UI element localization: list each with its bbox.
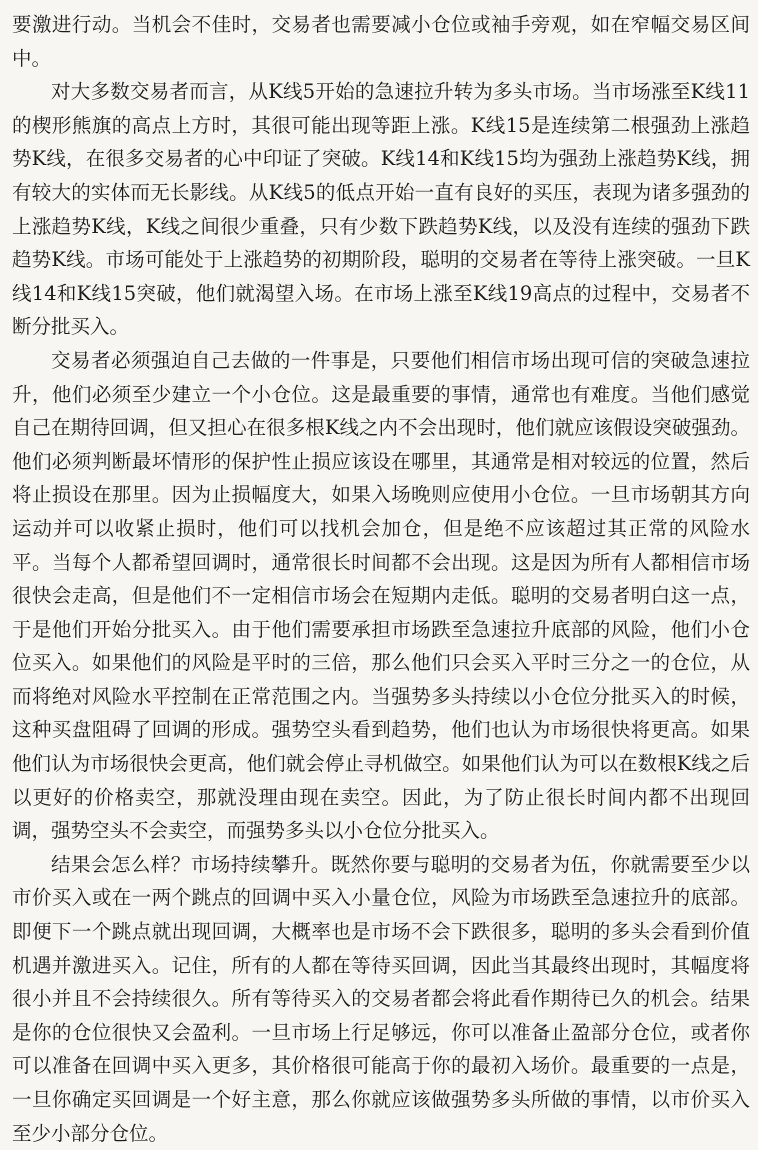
paragraph-1: 要激进行动。当机会不佳时，交易者也需要减小仓位或袖手旁观，如在窄幅交易区间中。 <box>12 13 750 70</box>
paragraph-2: 对大多数交易者而言，从K线5开始的急速拉升转为多头市场。当市场涨至K线11的楔形熊旗的高点上方时，其很可能出现等距上涨。K线15是连续第二根强劲上涨趋势K线，在很多交易者的心中印证了突破。K线14和K线15均为强劲上涨趋势K线，拥有较大的实体而无长影线。从K线5的低点开始一直有良好的买压，表现为诸多强劲的上涨趋势K线，K线之间很少重叠，只有少数下跌趋势K线，以及没有连续的强劲下跌趋势K线。市场可能处于上涨趋势的初期阶段，聪明的交易者在等待上涨突破。一旦K线14和K线15突破，他们就渴望入场。在市场上涨至K线19高点的过程中，交易者不断分批买入。 <box>12 80 750 339</box>
paragraph-3: 交易者必须强迫自己去做的一件事是，只要他们相信市场出现可信的突破急速拉升，他们必须至少建立一个小仓位。这是最重要的事情，通常也有难度。当他们感觉自己在期待回调，但又担心在很多根K线之内不会出现时，他们就应该假设突破强劲。他们必须判断最坏情形的保护性止损应该设在哪里，其通常是相对较远的位置，然后将止损设在那里。因为止损幅度大，如果入场晚则应使用小仓位。一旦市场朝其方向运动并可以收紧止损时，他们可以找机会加仓，但是绝不应该超过其正常的风险水平。当每个人都希望回调时，通常很长时间都不会出现。这是因为所有人都相信市场很快会走高，但是他们不一定相信市场会在短期内走低。聪明的交易者明白这一点，于是他们开始分批买入。由于他们需要承担市场跌至急速拉升底部的风险，他们小仓位买入。如果他们的风险是平时的三倍，那么他们只会买入平时三分之一的仓位，从而将绝对风险水平控制在正常范围之内。当强势多头持续以小仓位分批买入的时候，这种买盘阻碍了回调的形成。强势空头看到趋势，他们也认为市场很快将更高。如果他们认为市场很快会更高，他们就会停止寻机做空。如果他们认为可以在数根K线之后以更好的价格卖空，那就没理由现在卖空。因此，为了防止很长时间内都不出现回调，强势空头不会卖空，而强势多头以小仓位分批买入。 <box>12 348 750 843</box>
paragraph-4: 结果会怎么样？市场持续攀升。既然你要与聪明的交易者为伍，你就需要至少以市价买入或在一两个跳点的回调中买入小量仓位，风险为市场跌至急速拉升的底部。即便下一个跳点就出现回调，大概率也是市场不会下跌很多，聪明的多头会看到价值机遇并激进买入。记住，所有的人都在等待买回调，因此当其最终出现时，其幅度将很小并且不会持续很久。所有等待买入的交易者都会将此看作期待已久的机会。结果是你的仓位很快又会盈利。一旦市场上行足够远，你可以准备止盈部分仓位，或者你可以准备在回调中买入更多，其价格很可能高于你的最初入场价。最重要的一点是，一旦你确定买回调是一个好主意，那么你就应该做强势多头所做的事情，以市价买入至少小部分仓位。 <box>12 852 750 1145</box>
